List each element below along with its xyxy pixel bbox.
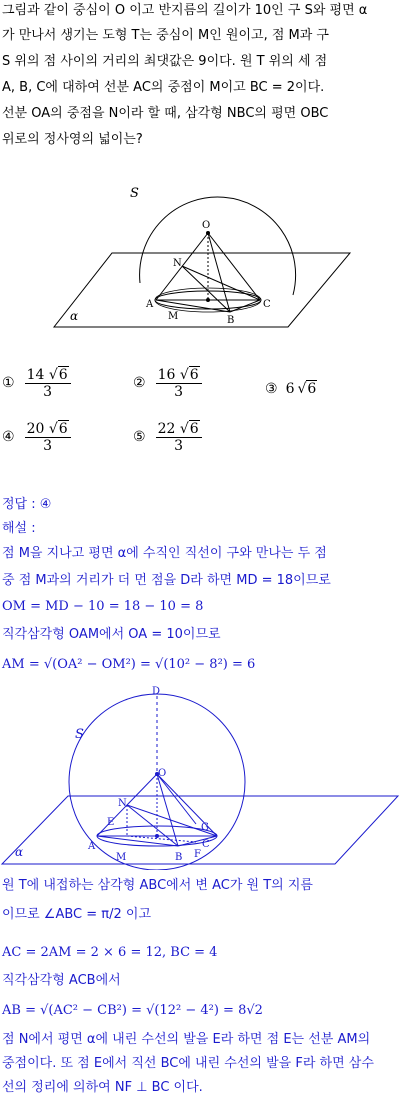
fig2-label-a: A (88, 841, 96, 852)
choice-2-num: 16 (157, 367, 176, 383)
solution-line-4: 직각삼각형 OAM에서 OA = 10이므로 (2, 627, 221, 642)
fig2-label-e: E (107, 817, 115, 828)
fig2-label-m: M (116, 852, 127, 863)
choice-5[interactable] (133, 420, 205, 454)
choice-1[interactable] (2, 366, 74, 400)
problem-line-5: 선분 OA의 중점을 N이라 할 때, 삼각형 NBC의 평면 OBC (2, 106, 329, 121)
choice-3[interactable]: ③ 6 √ 6 (265, 380, 317, 397)
choice-5-den: 3 (174, 438, 184, 454)
solution-line-6: 원 T에 내접하는 삼각형 ABC에서 변 AC가 원 T의 지름 (2, 878, 313, 893)
fig1-label-c: C (263, 299, 271, 310)
choice-2-rad: 6 (189, 367, 199, 383)
choice-5-mark: ⑤ (133, 429, 146, 445)
choice-4-mark: ④ (2, 429, 15, 445)
solution-line-2: 중 점 M과의 거리가 더 먼 점을 D라 하면 MD = 18이므로 (2, 573, 331, 588)
choice-2-fraction: 16 √ 6 3 (156, 366, 202, 400)
solution-line-8: AC = 2AM = 2 × 6 = 12, BC = 4 (2, 945, 218, 960)
choice-1-num: 14 (26, 367, 45, 383)
figure-sphere-plane (50, 155, 360, 335)
choice-1-mark: ① (2, 375, 15, 391)
solution-line-3: OM = MD − 10 = 18 − 10 = 8 (2, 599, 204, 614)
choice-4-fraction: 20 √ 6 3 (25, 420, 71, 454)
choice-5-fraction: 22 √ 6 3 (156, 420, 202, 454)
fig2-label-n: N (118, 798, 127, 809)
fig1-label-o: O (202, 220, 211, 231)
problem-line-4: A, B, C에 대하여 선분 AC의 중점이 M이고 BC = 2이다. (2, 80, 325, 95)
fig1-label-n: N (173, 258, 182, 269)
solution-line-1: 점 M을 지나고 평면 α에 수직인 직선이 구와 만나는 두 점 (2, 546, 327, 561)
solution-line-12: 중점이다. 또 점 E에서 직선 BC에 내린 수선의 발을 F라 하면 삼수 (2, 1056, 374, 1071)
fig1-label-b: B (227, 315, 235, 326)
fig2-label-o: O (158, 768, 167, 779)
choice-2-den: 3 (174, 384, 184, 400)
answer-line: 정답 : ④ (2, 497, 52, 512)
choice-4-num: 20 (26, 421, 45, 437)
solution-line-10: AB = √(AC² − CB²) = √(12² − 4²) = 8√2 (2, 1003, 263, 1018)
problem-line-6: 위로의 정사영의 넓이는? (2, 132, 143, 147)
choice-1-den: 3 (43, 384, 53, 400)
problem-line-2: 가 만나서 생기는 도형 T는 중심이 M인 원이고, 점 M과 구 (2, 28, 329, 43)
solution-heading: 해설 : (2, 521, 36, 536)
choice-1-fraction: 14 √ 6 3 (25, 366, 71, 400)
solution-line-13: 선의 정리에 의하여 NF ⊥ BC 이다. (2, 1080, 203, 1095)
choice-3-rad: 6 (307, 381, 317, 397)
choice-3-text: 6 (285, 380, 295, 397)
fig1-label-a: A (146, 299, 154, 310)
choice-5-num: 22 (157, 421, 176, 437)
figure-solution (0, 684, 400, 870)
choice-5-rad: 6 (189, 421, 199, 437)
choice-1-rad: 6 (58, 367, 68, 383)
choice-2-mark: ② (133, 375, 146, 391)
fig2-label-b: B (175, 852, 183, 863)
fig1-label-m: M (168, 311, 179, 322)
choice-2[interactable] (133, 366, 205, 400)
solution-line-5: AM = √(OA² − OM²) = √(10² − 8²) = 6 (2, 657, 256, 672)
solution-line-7: 이므로 ∠ABC = π/2 이고 (2, 907, 152, 922)
choice-3-mark: ③ (265, 380, 278, 397)
solution-line-9: 직각삼각형 ACB에서 (2, 973, 121, 988)
fig2-label-d: D (152, 686, 161, 697)
fig2-label-s: S (75, 727, 84, 742)
fig2-label-g: G (201, 822, 209, 833)
fig1-label-alpha: α (70, 309, 79, 323)
fig2-label-f: F (194, 849, 201, 860)
choice-4[interactable] (2, 420, 74, 454)
problem-line-3: S 위의 점 사이의 거리의 최댓값은 9이다. 원 T 위의 세 점 (2, 54, 328, 69)
choice-4-rad: 6 (58, 421, 68, 437)
fig1-label-s: S (130, 186, 139, 201)
fig2-label-alpha: α (15, 845, 24, 859)
solution-line-11: 점 N에서 평면 α에 내린 수선의 발을 E라 하면 점 E는 선분 AM의 (2, 1032, 371, 1047)
fig2-label-c: C (202, 839, 210, 850)
choice-4-den: 3 (43, 438, 53, 454)
problem-line-1: 그림과 같이 중심이 O 이고 반지름의 길이가 10인 구 S와 평면 α (2, 3, 368, 18)
